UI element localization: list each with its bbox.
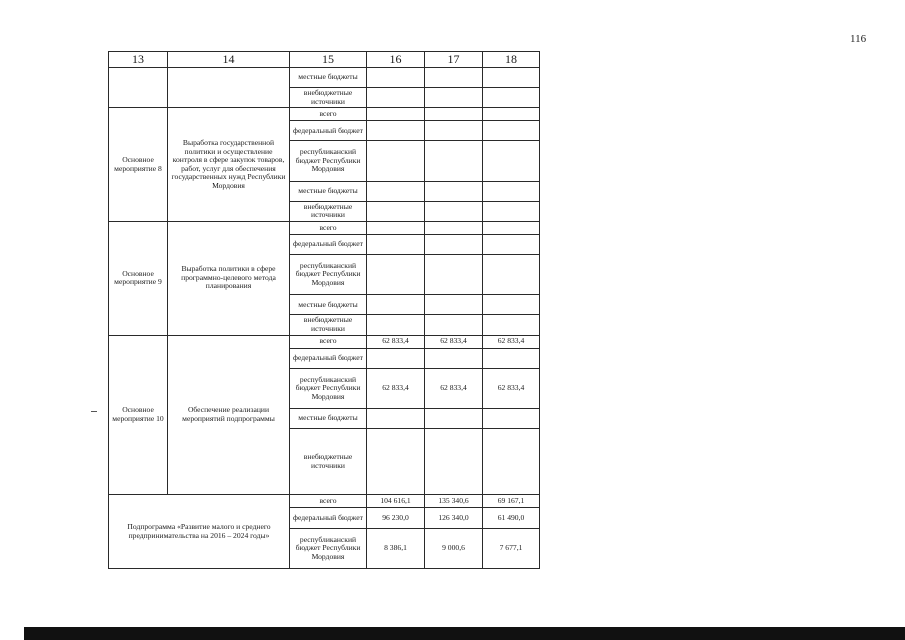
source-cell: внебюджетные источники xyxy=(290,88,367,108)
description-cell xyxy=(168,68,290,108)
value-cell xyxy=(483,201,540,221)
column-header: 13 xyxy=(109,52,168,68)
value-cell xyxy=(483,255,540,295)
value-cell xyxy=(425,181,483,201)
value-cell xyxy=(483,221,540,234)
value-cell xyxy=(367,408,425,428)
value-cell xyxy=(425,201,483,221)
value-cell xyxy=(425,295,483,315)
source-cell: местные бюджеты xyxy=(290,408,367,428)
value-cell: 62 833,4 xyxy=(483,335,540,348)
value-cell: 96 230,0 xyxy=(367,508,425,528)
value-cell xyxy=(367,121,425,141)
column-header: 18 xyxy=(483,52,540,68)
value-cell: 61 490,0 xyxy=(483,508,540,528)
table-row xyxy=(109,495,540,508)
event-name-cell: Основное мероприятие 9 xyxy=(109,221,168,335)
value-cell xyxy=(367,429,425,495)
value-cell xyxy=(483,408,540,428)
value-cell xyxy=(425,408,483,428)
value-cell xyxy=(483,348,540,368)
event-name-cell: Основное мероприятие 8 xyxy=(109,108,168,222)
source-cell: внебюджетные источники xyxy=(290,429,367,495)
value-cell: 9 000,6 xyxy=(425,528,483,568)
source-cell: местные бюджеты xyxy=(290,68,367,88)
source-cell: республиканский бюджет Республики Мордовия xyxy=(290,255,367,295)
column-header: 14 xyxy=(168,52,290,68)
table-row xyxy=(109,221,540,234)
value-cell: 69 167,1 xyxy=(483,495,540,508)
source-cell: республиканский бюджет Республики Мордовия xyxy=(290,528,367,568)
value-cell xyxy=(425,68,483,88)
source-cell: федеральный бюджет xyxy=(290,508,367,528)
value-cell xyxy=(483,295,540,315)
table-row xyxy=(109,68,540,88)
value-cell: 62 833,4 xyxy=(425,335,483,348)
source-cell: всего xyxy=(290,108,367,121)
value-cell xyxy=(483,121,540,141)
value-cell xyxy=(425,234,483,254)
source-cell: местные бюджеты xyxy=(290,181,367,201)
value-cell: 104 616,1 xyxy=(367,495,425,508)
value-cell xyxy=(367,88,425,108)
value-cell xyxy=(367,181,425,201)
value-cell xyxy=(425,255,483,295)
value-cell xyxy=(483,315,540,335)
budget-table xyxy=(108,51,540,569)
value-cell xyxy=(483,68,540,88)
value-cell xyxy=(425,141,483,181)
event-name-cell: Основное мероприятие 10 xyxy=(109,335,168,495)
value-cell: 62 833,4 xyxy=(367,368,425,408)
source-cell: местные бюджеты xyxy=(290,295,367,315)
value-cell xyxy=(425,88,483,108)
value-cell xyxy=(483,88,540,108)
value-cell: 8 386,1 xyxy=(367,528,425,568)
column-header: 16 xyxy=(367,52,425,68)
value-cell xyxy=(425,429,483,495)
value-cell xyxy=(425,315,483,335)
subprogram-title-cell: Подпрограмма «Развитие малого и среднего предпринимательства на 2016 – 2024 годы» xyxy=(109,495,290,569)
source-cell: федеральный бюджет xyxy=(290,234,367,254)
source-cell: всего xyxy=(290,495,367,508)
value-cell: 135 340,6 xyxy=(425,495,483,508)
table-row xyxy=(109,108,540,121)
value-cell xyxy=(367,255,425,295)
value-cell: 126 340,0 xyxy=(425,508,483,528)
source-cell: всего xyxy=(290,221,367,234)
value-cell xyxy=(483,429,540,495)
source-cell: федеральный бюджет xyxy=(290,121,367,141)
column-header: 15 xyxy=(290,52,367,68)
table-row xyxy=(109,335,540,348)
value-cell xyxy=(483,108,540,121)
value-cell xyxy=(367,141,425,181)
source-cell: республиканский бюджет Республики Мордовия xyxy=(290,141,367,181)
value-cell xyxy=(367,201,425,221)
column-header: 17 xyxy=(425,52,483,68)
value-cell: 62 833,4 xyxy=(367,335,425,348)
event-cell xyxy=(109,68,168,108)
value-cell: 7 677,1 xyxy=(483,528,540,568)
value-cell: 62 833,4 xyxy=(483,368,540,408)
source-cell: республиканский бюджет Республики Мордовия xyxy=(290,368,367,408)
source-cell: федеральный бюджет xyxy=(290,348,367,368)
source-cell: внебюджетные источники xyxy=(290,201,367,221)
value-cell xyxy=(367,315,425,335)
source-cell: внебюджетные источники xyxy=(290,315,367,335)
value-cell xyxy=(367,348,425,368)
page-number: 116 xyxy=(850,33,867,45)
event-description-cell: Выработка политики в сфере программно-целевого метода планирования xyxy=(168,221,290,335)
event-description-cell: Обеспечение реализации мероприятий подпрограммы xyxy=(168,335,290,495)
value-cell xyxy=(367,234,425,254)
value-cell xyxy=(483,181,540,201)
value-cell: 62 833,4 xyxy=(425,368,483,408)
value-cell xyxy=(367,108,425,121)
header-row xyxy=(109,52,540,68)
value-cell xyxy=(425,121,483,141)
value-cell xyxy=(425,221,483,234)
margin-mark xyxy=(91,411,97,412)
value-cell xyxy=(367,221,425,234)
scan-edge-bar xyxy=(24,627,905,640)
value-cell xyxy=(483,141,540,181)
value-cell xyxy=(425,108,483,121)
value-cell xyxy=(367,295,425,315)
source-cell: всего xyxy=(290,335,367,348)
value-cell xyxy=(367,68,425,88)
event-description-cell: Выработка государственной политики и осуществление контроля в сфере закупок товаров, работ, услуг для обеспечения государственных нужд Республики Мордовия xyxy=(168,108,290,222)
value-cell xyxy=(425,348,483,368)
value-cell xyxy=(483,234,540,254)
